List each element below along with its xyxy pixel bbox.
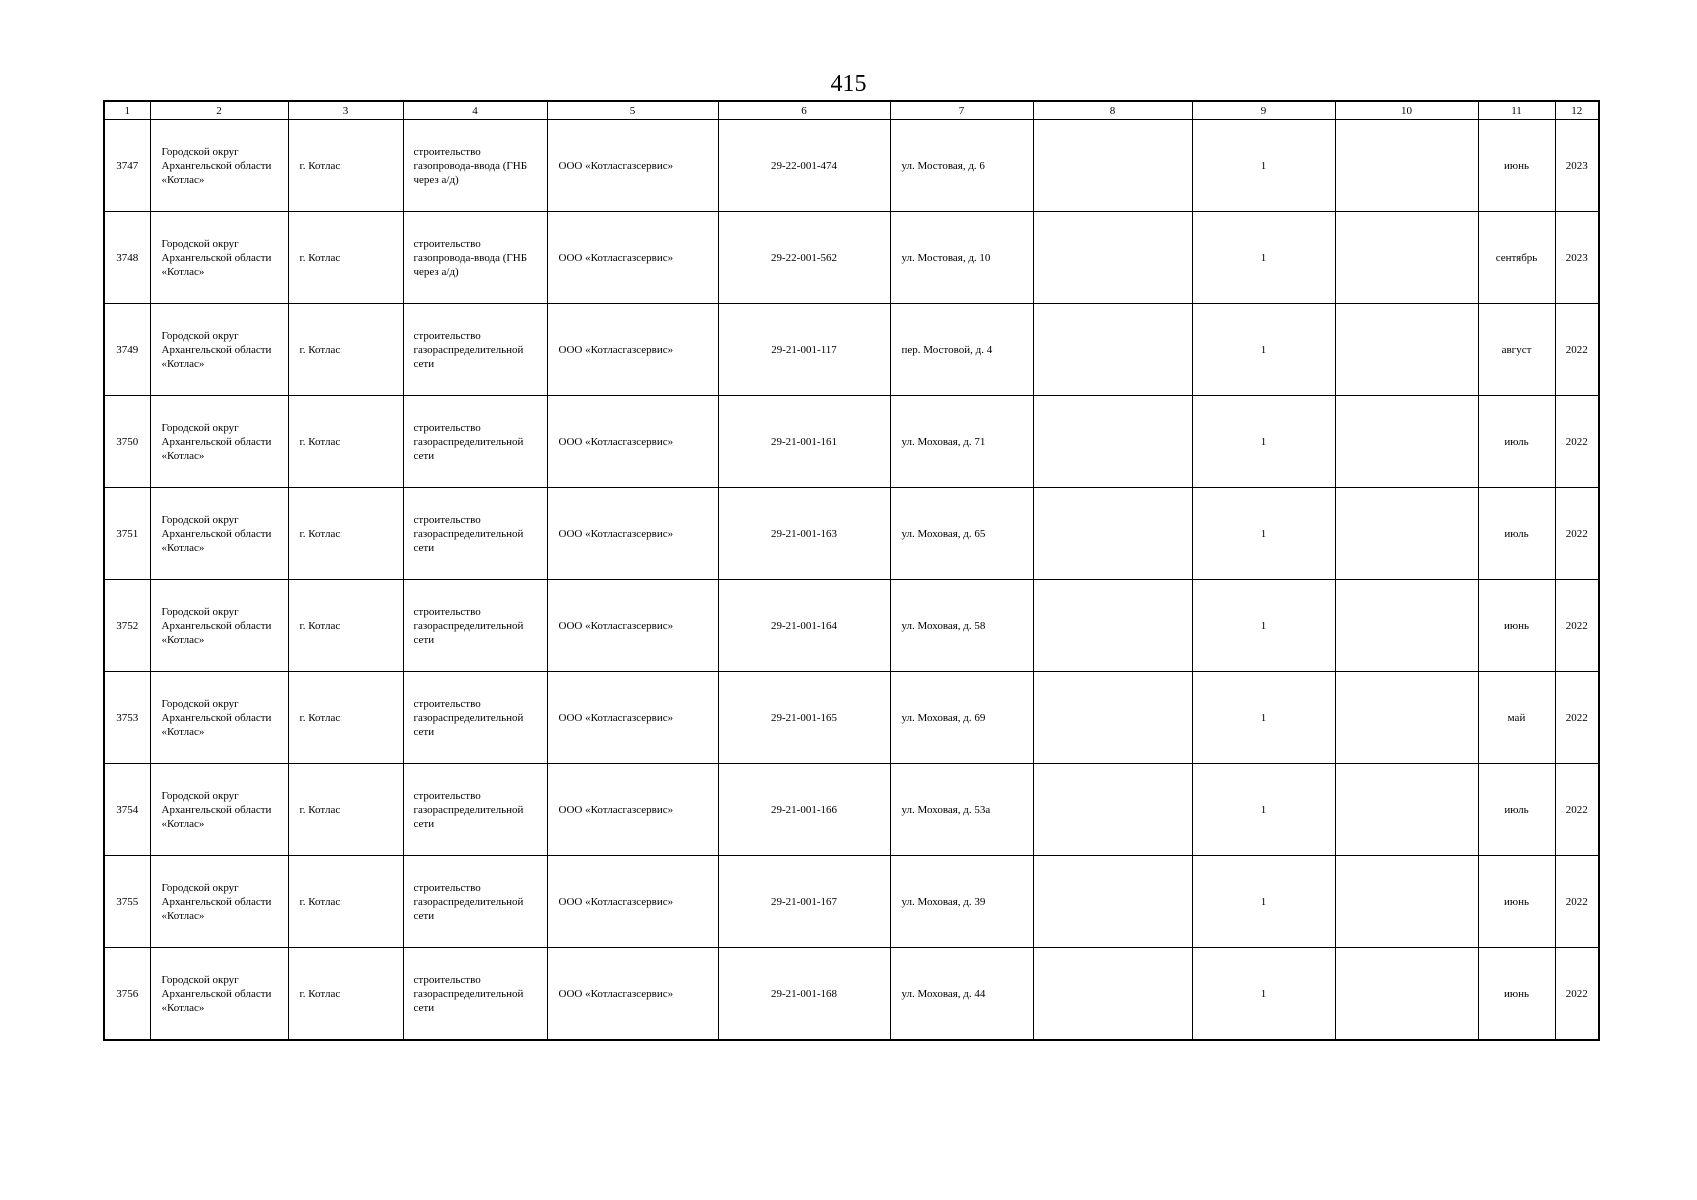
table-row	[104, 764, 1599, 856]
column-header: 3	[288, 101, 403, 120]
object-code-cell: 29-22-001-562	[718, 212, 890, 304]
column-10-cell	[1335, 764, 1478, 856]
object-code-cell: 29-21-001-165	[718, 672, 890, 764]
column-8-cell	[1033, 764, 1192, 856]
column-10-cell	[1335, 120, 1478, 212]
organization-cell: ООО «Котласгазсервис»	[547, 212, 718, 304]
organization-cell: ООО «Котласгазсервис»	[547, 304, 718, 396]
quantity-cell: 1	[1192, 120, 1335, 212]
organization-cell: ООО «Котласгазсервис»	[547, 120, 718, 212]
work-type-cell: строительство газораспределительной сети	[403, 304, 547, 396]
organization-cell: ООО «Котласгазсервис»	[547, 948, 718, 1041]
table-row	[104, 120, 1599, 212]
table-body	[104, 120, 1599, 1041]
column-8-cell	[1033, 948, 1192, 1041]
month-cell: июнь	[1478, 856, 1555, 948]
object-code-cell: 29-21-001-161	[718, 396, 890, 488]
work-type-cell: строительство газопровода-ввода (ГНБ через а/д)	[403, 120, 547, 212]
year-cell: 2022	[1555, 856, 1599, 948]
district-cell: Городской округ Архангельской области «Котлас»	[150, 856, 288, 948]
month-cell: июнь	[1478, 120, 1555, 212]
table-row	[104, 856, 1599, 948]
header-row	[104, 101, 1599, 120]
quantity-cell: 1	[1192, 304, 1335, 396]
locality-cell: г. Котлас	[288, 212, 403, 304]
column-10-cell	[1335, 396, 1478, 488]
year-cell: 2023	[1555, 120, 1599, 212]
column-8-cell	[1033, 304, 1192, 396]
column-8-cell	[1033, 672, 1192, 764]
column-header: 11	[1478, 101, 1555, 120]
register-table	[103, 100, 1600, 1041]
organization-cell: ООО «Котласгазсервис»	[547, 856, 718, 948]
column-10-cell	[1335, 948, 1478, 1041]
address-cell: ул. Мостовая, д. 6	[890, 120, 1033, 212]
column-header: 6	[718, 101, 890, 120]
quantity-cell: 1	[1192, 488, 1335, 580]
organization-cell: ООО «Котласгазсервис»	[547, 672, 718, 764]
row-number: 3750	[104, 396, 150, 488]
address-cell: ул. Моховая, д. 65	[890, 488, 1033, 580]
month-cell: июнь	[1478, 948, 1555, 1041]
column-header: 1	[104, 101, 150, 120]
quantity-cell: 1	[1192, 212, 1335, 304]
locality-cell: г. Котлас	[288, 580, 403, 672]
district-cell: Городской округ Архангельской области «Котлас»	[150, 120, 288, 212]
district-cell: Городской округ Архангельской области «Котлас»	[150, 212, 288, 304]
address-cell: ул. Мостовая, д. 10	[890, 212, 1033, 304]
district-cell: Городской округ Архангельской области «Котлас»	[150, 396, 288, 488]
row-number: 3755	[104, 856, 150, 948]
column-8-cell	[1033, 212, 1192, 304]
quantity-cell: 1	[1192, 396, 1335, 488]
work-type-cell: строительство газораспределительной сети	[403, 580, 547, 672]
quantity-cell: 1	[1192, 672, 1335, 764]
column-header: 4	[403, 101, 547, 120]
table-row	[104, 488, 1599, 580]
district-cell: Городской округ Архангельской области «Котлас»	[150, 764, 288, 856]
year-cell: 2022	[1555, 396, 1599, 488]
column-10-cell	[1335, 856, 1478, 948]
locality-cell: г. Котлас	[288, 304, 403, 396]
quantity-cell: 1	[1192, 948, 1335, 1041]
work-type-cell: строительство газораспределительной сети	[403, 856, 547, 948]
column-header: 7	[890, 101, 1033, 120]
organization-cell: ООО «Котласгазсервис»	[547, 396, 718, 488]
month-cell: сентябрь	[1478, 212, 1555, 304]
object-code-cell: 29-21-001-164	[718, 580, 890, 672]
column-10-cell	[1335, 672, 1478, 764]
column-header: 5	[547, 101, 718, 120]
row-number: 3754	[104, 764, 150, 856]
object-code-cell: 29-21-001-168	[718, 948, 890, 1041]
table-row	[104, 212, 1599, 304]
locality-cell: г. Котлас	[288, 764, 403, 856]
column-header: 9	[1192, 101, 1335, 120]
locality-cell: г. Котлас	[288, 948, 403, 1041]
table-row	[104, 304, 1599, 396]
month-cell: август	[1478, 304, 1555, 396]
district-cell: Городской округ Архангельской области «Котлас»	[150, 488, 288, 580]
table-row	[104, 396, 1599, 488]
column-10-cell	[1335, 304, 1478, 396]
organization-cell: ООО «Котласгазсервис»	[547, 580, 718, 672]
row-number: 3756	[104, 948, 150, 1041]
column-10-cell	[1335, 488, 1478, 580]
district-cell: Городской округ Архангельской области «Котлас»	[150, 672, 288, 764]
column-8-cell	[1033, 396, 1192, 488]
table-row	[104, 672, 1599, 764]
year-cell: 2022	[1555, 948, 1599, 1041]
district-cell: Городской округ Архангельской области «Котлас»	[150, 580, 288, 672]
address-cell: ул. Моховая, д. 39	[890, 856, 1033, 948]
month-cell: июль	[1478, 396, 1555, 488]
organization-cell: ООО «Котласгазсервис»	[547, 764, 718, 856]
month-cell: июль	[1478, 488, 1555, 580]
year-cell: 2023	[1555, 212, 1599, 304]
work-type-cell: строительство газораспределительной сети	[403, 672, 547, 764]
address-cell: ул. Моховая, д. 69	[890, 672, 1033, 764]
work-type-cell: строительство газораспределительной сети	[403, 948, 547, 1041]
address-cell: ул. Моховая, д. 71	[890, 396, 1033, 488]
address-cell: ул. Моховая, д. 44	[890, 948, 1033, 1041]
organization-cell: ООО «Котласгазсервис»	[547, 488, 718, 580]
column-8-cell	[1033, 120, 1192, 212]
column-header: 8	[1033, 101, 1192, 120]
column-header: 10	[1335, 101, 1478, 120]
work-type-cell: строительство газопровода-ввода (ГНБ через а/д)	[403, 212, 547, 304]
quantity-cell: 1	[1192, 856, 1335, 948]
quantity-cell: 1	[1192, 580, 1335, 672]
row-number: 3753	[104, 672, 150, 764]
column-8-cell	[1033, 856, 1192, 948]
column-header: 12	[1555, 101, 1599, 120]
locality-cell: г. Котлас	[288, 856, 403, 948]
row-number: 3748	[104, 212, 150, 304]
locality-cell: г. Котлас	[288, 120, 403, 212]
district-cell: Городской округ Архангельской области «Котлас»	[150, 304, 288, 396]
object-code-cell: 29-21-001-166	[718, 764, 890, 856]
row-number: 3747	[104, 120, 150, 212]
column-10-cell	[1335, 580, 1478, 672]
address-cell: пер. Мостовой, д. 4	[890, 304, 1033, 396]
row-number: 3751	[104, 488, 150, 580]
month-cell: июнь	[1478, 580, 1555, 672]
year-cell: 2022	[1555, 764, 1599, 856]
locality-cell: г. Котлас	[288, 672, 403, 764]
year-cell: 2022	[1555, 580, 1599, 672]
row-number: 3749	[104, 304, 150, 396]
column-8-cell	[1033, 580, 1192, 672]
work-type-cell: строительство газораспределительной сети	[403, 764, 547, 856]
row-number: 3752	[104, 580, 150, 672]
object-code-cell: 29-21-001-167	[718, 856, 890, 948]
page-number: 415	[830, 71, 867, 97]
address-cell: ул. Моховая, д. 58	[890, 580, 1033, 672]
year-cell: 2022	[1555, 672, 1599, 764]
column-8-cell	[1033, 488, 1192, 580]
column-header: 2	[150, 101, 288, 120]
work-type-cell: строительство газораспределительной сети	[403, 488, 547, 580]
month-cell: июль	[1478, 764, 1555, 856]
object-code-cell: 29-22-001-474	[718, 120, 890, 212]
year-cell: 2022	[1555, 304, 1599, 396]
work-type-cell: строительство газораспределительной сети	[403, 396, 547, 488]
address-cell: ул. Моховая, д. 53а	[890, 764, 1033, 856]
table-header	[104, 101, 1599, 120]
quantity-cell: 1	[1192, 764, 1335, 856]
year-cell: 2022	[1555, 488, 1599, 580]
column-10-cell	[1335, 212, 1478, 304]
locality-cell: г. Котлас	[288, 396, 403, 488]
locality-cell: г. Котлас	[288, 488, 403, 580]
month-cell: май	[1478, 672, 1555, 764]
district-cell: Городской округ Архангельской области «Котлас»	[150, 948, 288, 1041]
table-row	[104, 948, 1599, 1041]
object-code-cell: 29-21-001-163	[718, 488, 890, 580]
table-row	[104, 580, 1599, 672]
object-code-cell: 29-21-001-117	[718, 304, 890, 396]
